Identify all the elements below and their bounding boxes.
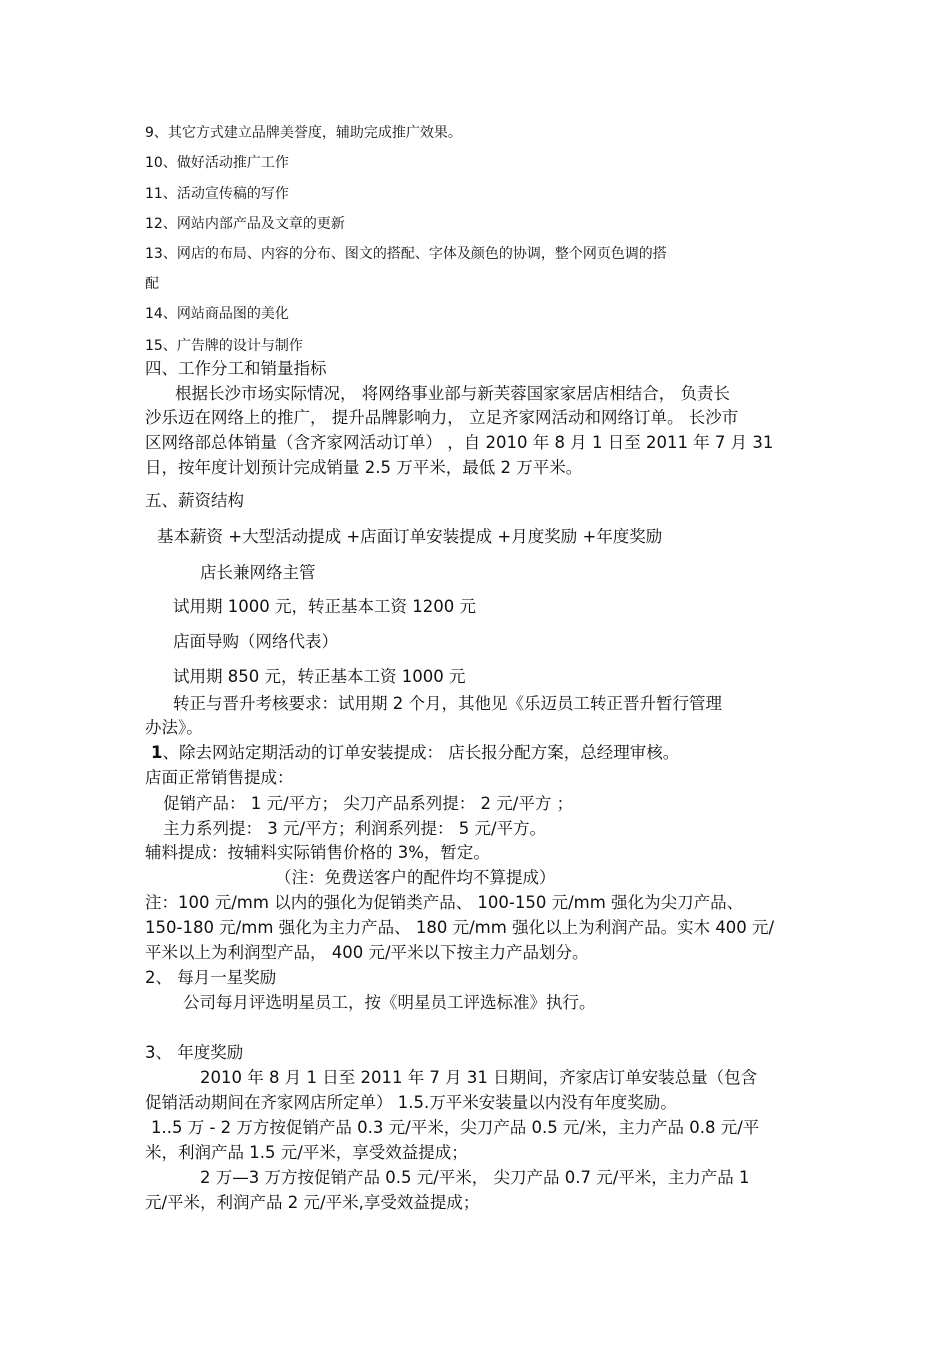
paragraph-line: 根据长沙市场实际情况， 将网络事业部与新芙蓉国家家居店相结合， 负责长 [175, 384, 730, 403]
section-heading: 五、薪资结构 [145, 491, 244, 510]
list-item: 10、做好活动推广工作 [145, 155, 289, 171]
paragraph-line: 日，按年度计划预计完成销量 2.5 万平米，最低 2 万平米。 [145, 458, 583, 477]
item-line: 促销活动期间在齐家网店所定单） 1.5.万平米安装量以内没有年度奖励。 [145, 1093, 677, 1112]
paragraph-line: 沙乐迈在网络上的推广， 提升品牌影响力， 立足齐家网活动和网络订单。 长沙市 [145, 408, 739, 427]
role-pay: 试用期 850 元，转正基本工资 1000 元 [173, 667, 466, 686]
item-heading: 3、 年度奖励 [145, 1043, 244, 1062]
item-text: 、除去网站定期活动的订单安装提成： 店长报分配方案，总经理审核。 [162, 743, 680, 762]
item-number: 1 [151, 743, 163, 762]
item-1-line [151, 745, 679, 762]
item-line: 主力系列提： 3 元/平方；利润系列提： 5 元/平方。 [163, 819, 547, 838]
role-title: 店面导购（网络代表） [173, 632, 338, 651]
list-item: 14、网站商品图的美化 [145, 306, 289, 322]
list-item: 11、活动宣传稿的写作 [145, 186, 289, 202]
item-line: 促销产品： 1 元/平方； 尖刀产品系列提： 2 元/平方 ； [163, 794, 574, 813]
item-note: 注：100 元/mm 以内的强化为促销类产品、 100-150 元/mm 强化为尖刀产品、 [145, 893, 744, 912]
list-item: 9、其它方式建立品牌美誉度，辅助完成推广效果。 [145, 125, 462, 141]
item-line: 店面正常销售提成： [145, 768, 294, 787]
list-item: 12、网站内部产品及文章的更新 [145, 216, 345, 232]
list-item: 配 [145, 276, 159, 292]
item-line: 1..5 万 - 2 万方按促销产品 0.3 元/平米，尖刀产品 0.5 元/米，主力产品 0.8 元/平 [151, 1118, 760, 1137]
section-heading: 四、工作分工和销量指标 [145, 359, 327, 378]
item-line: 元/平米，利润产品 2 元/平米,享受效益提成； [145, 1193, 480, 1212]
list-item: 13、网店的布局、内容的分布、图文的搭配、字体及颜色的协调，整个网页色调的搭 [145, 246, 667, 262]
item-line: 公司每月评选明星员工，按《明星员工评选标准》执行。 [183, 993, 596, 1012]
item-line: 辅料提成：按辅料实际销售价格的 3%，暂定。 [145, 843, 490, 862]
item-note: 平米以上为利润型产品， 400 元/平米以下按主力产品划分。 [145, 943, 589, 962]
list-item: 15、广告牌的设计与制作 [145, 338, 303, 354]
paragraph-line: 区网络部总体销量（含齐家网活动订单） ，自 2010 年 8 月 1 日至 2011 年 7 月 31 [145, 433, 774, 452]
review-line: 转正与晋升考核要求：试用期 2 个月，其他见《乐迈员工转正晋升暂行管理 [173, 694, 722, 713]
item-line: 2 万—3 万方按促销产品 0.5 元/平米， 尖刀产品 0.7 元/平米，主力产品 1 [200, 1168, 750, 1187]
review-line: 办法》。 [145, 718, 203, 737]
item-note: 150-180 元/mm 强化为主力产品、 180 元/mm 强化以上为利润产品。实木 400 元/ [145, 918, 775, 937]
role-pay: 试用期 1000 元，转正基本工资 1200 元 [173, 597, 476, 616]
role-title: 店长兼网络主管 [200, 563, 316, 582]
item-heading: 2、 每月一星奖励 [145, 968, 277, 987]
salary-formula: 基本薪资 +大型活动提成 +店面订单安装提成 +月度奖励 +年度奖励 [157, 527, 663, 546]
item-line: 米，利润产品 1.5 元/平米，享受效益提成； [145, 1143, 468, 1162]
item-line: 2010 年 8 月 1 日至 2011 年 7 月 31 日期间，齐家店订单安装总量（包含 [200, 1068, 758, 1087]
item-note: （注：免费送客户的配件均不算提成） [275, 868, 556, 887]
